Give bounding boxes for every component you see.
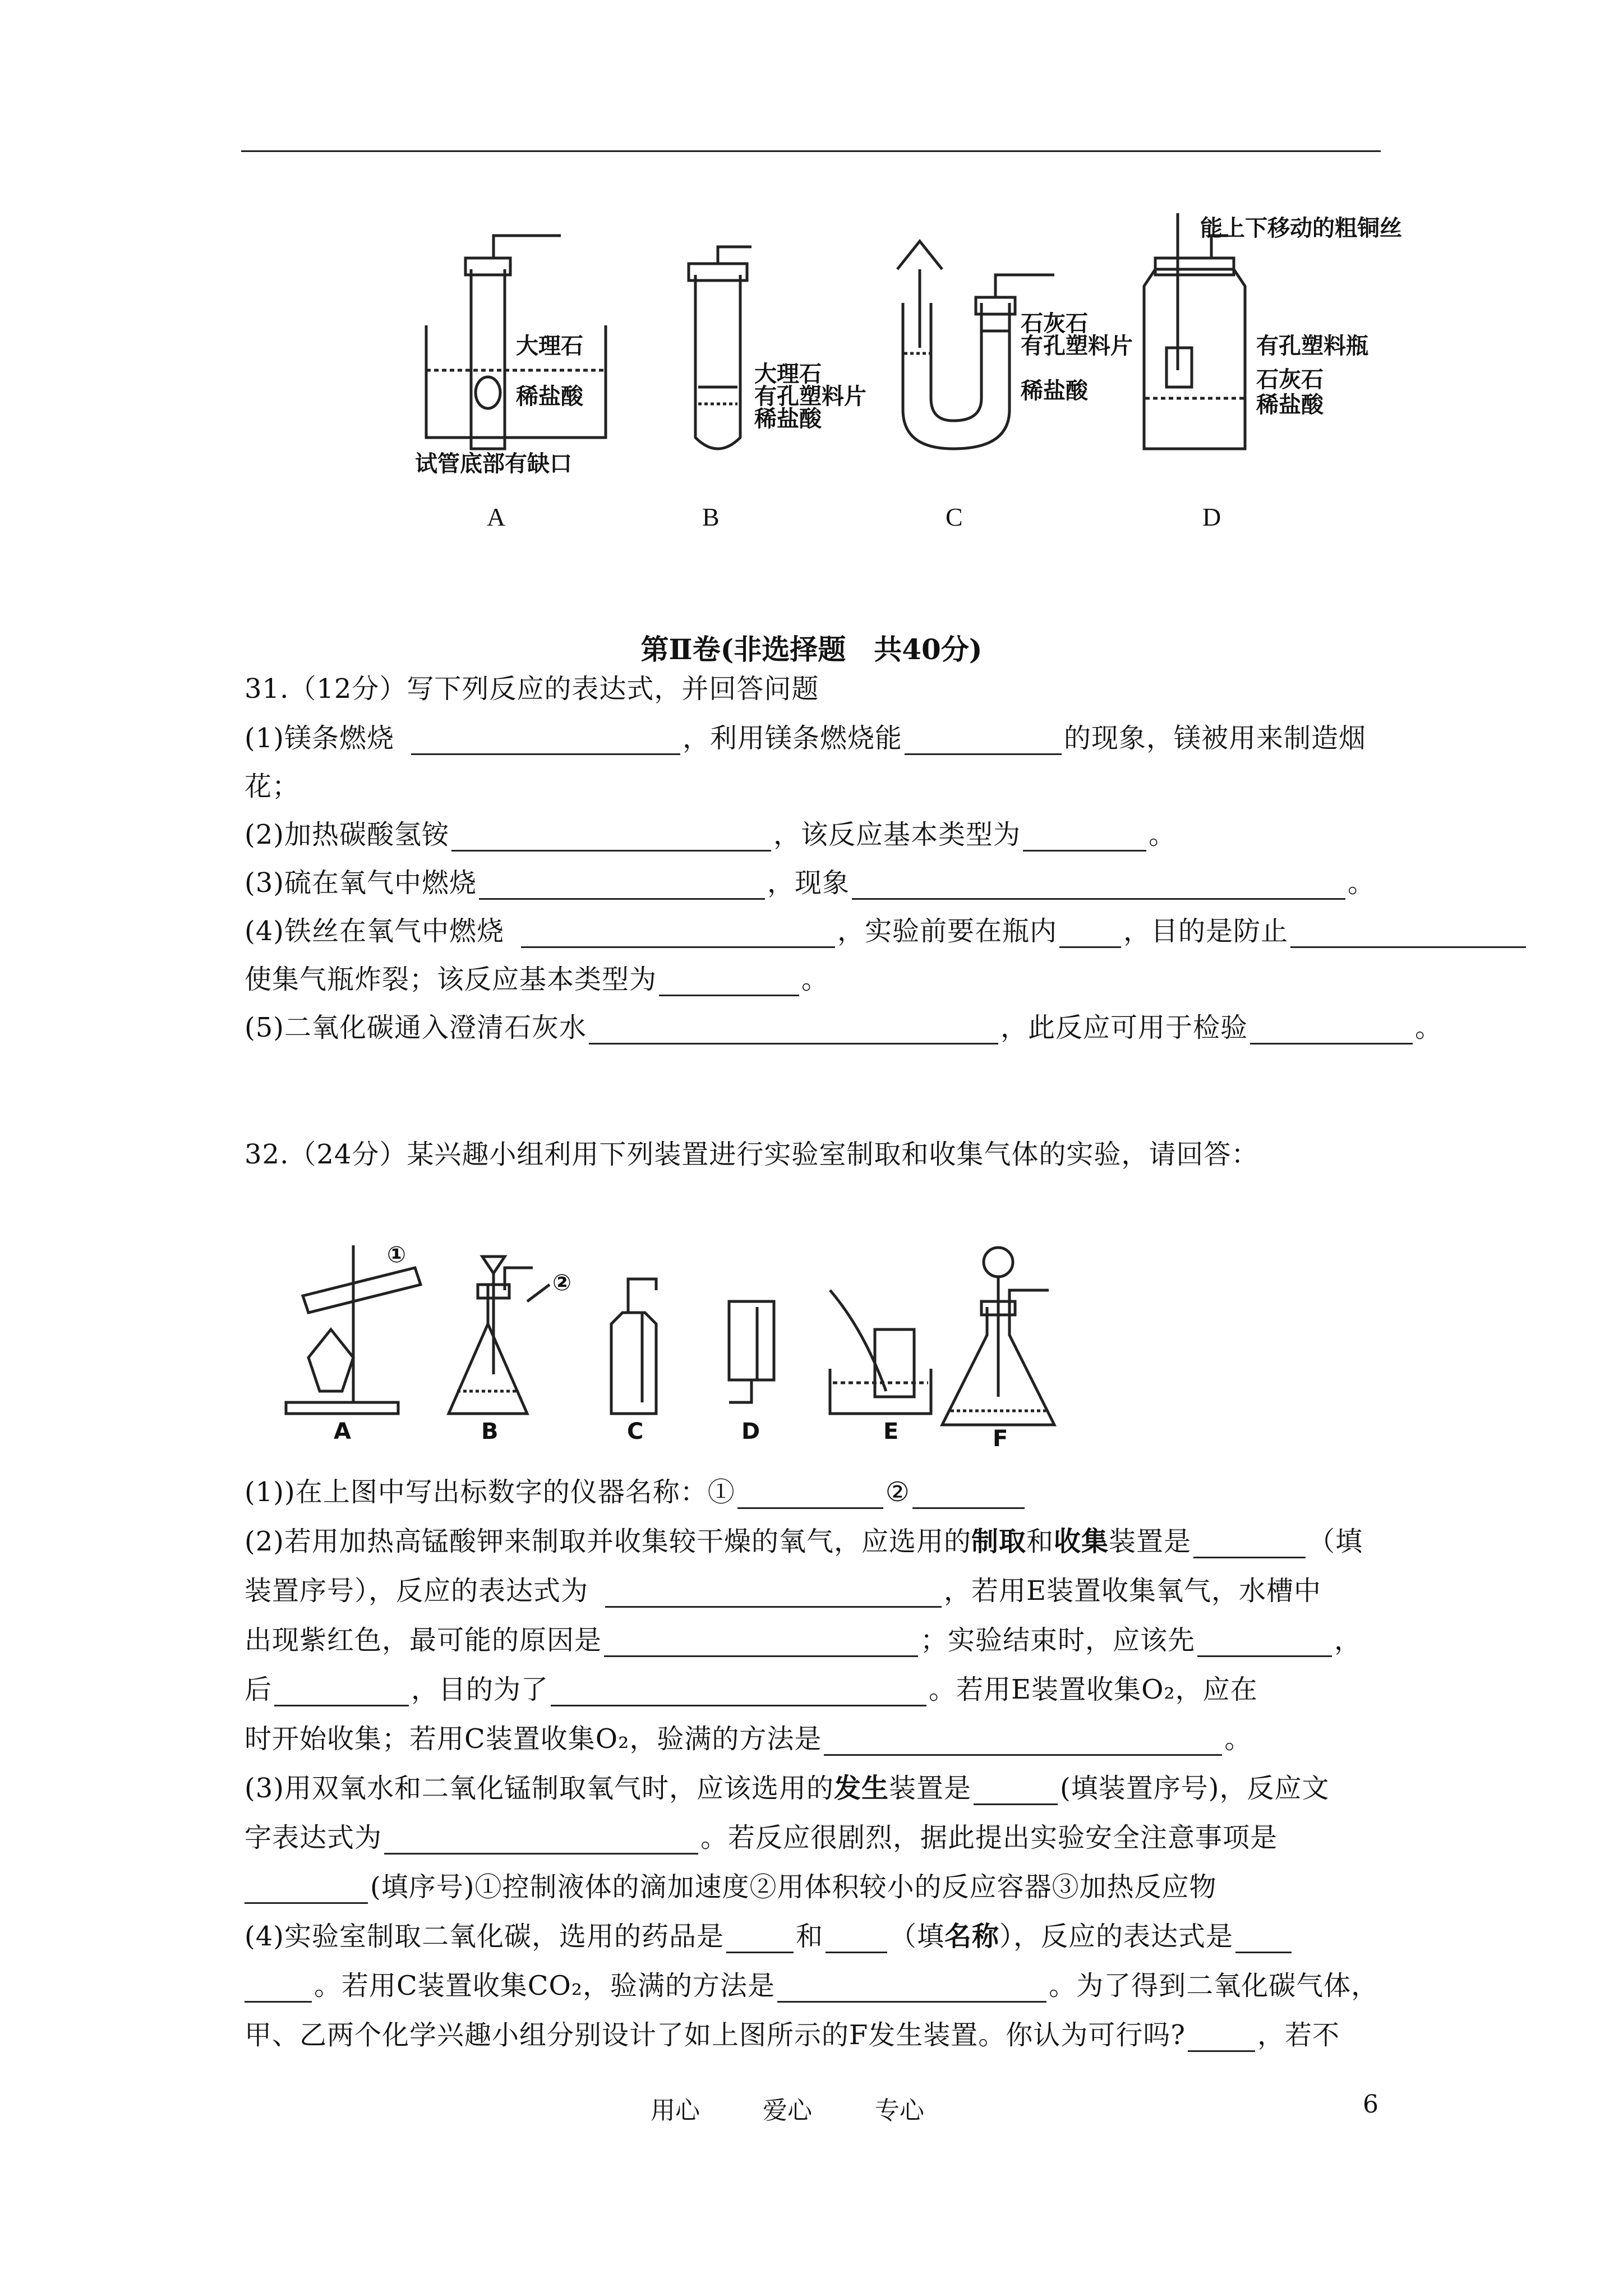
footer-motto-2: 爱心 [763, 2096, 812, 2125]
q31-head: 31.（12分）写下列反应的表达式，并回答问题 [245, 673, 819, 705]
answer-blank[interactable] [604, 1630, 918, 1657]
q31-p4c: ，目的是防止 [1123, 915, 1289, 947]
q32-l1b: ② [885, 1476, 910, 1508]
q32-l7d: (填装置序号)，反应文 [1060, 1773, 1330, 1804]
q32-head: 32.（24分）某兴趣小组利用下列装置进行实验室制取和收集气体的实验，请回答： [245, 1139, 1259, 1170]
q32-l12a: 甲、乙两个化学兴趣小组分别设计了如上图所示的F发生装置。你认为可行吗? [245, 2019, 1186, 2051]
apparatus-label-a: A [334, 1419, 351, 1444]
answer-blank[interactable] [384, 1827, 698, 1855]
label-a-acid: 稀盐酸 [516, 384, 583, 409]
q32-line5 [245, 1673, 1258, 1706]
apparatus-label-e: E [883, 1419, 899, 1444]
answer-blank[interactable] [905, 728, 1062, 755]
q31-p5b: ，此反应可用于检验 [1000, 1012, 1248, 1043]
q32-l11b: 。为了得到二氧化碳气体， [1049, 1970, 1379, 2001]
answer-blank[interactable] [737, 1481, 883, 1509]
q31-part2 [245, 818, 1176, 852]
q31-part4-cont [245, 963, 829, 996]
q32-l9a: (填序号)①控制液体的滴加速度②用体积较小的反应容器③加热反应物 [370, 1871, 1217, 1903]
label-d-acid: 稀盐酸 [1256, 392, 1324, 418]
q32-part1 [245, 1475, 1027, 1509]
label-b-acid: 稀盐酸 [754, 406, 822, 432]
q32-line4 [245, 1623, 1362, 1657]
answer-blank[interactable] [605, 1580, 942, 1608]
q32-l5c: 。若用E装置收集O₂，应在 [929, 1674, 1258, 1705]
answer-blank[interactable] [274, 1679, 409, 1706]
answer-blank[interactable] [1197, 1630, 1332, 1657]
q31-p3b: ，现象 [767, 867, 850, 899]
answer-blank[interactable] [824, 1728, 1222, 1756]
q32-l2c: 和 [1026, 1526, 1054, 1557]
label-c-acid: 稀盐酸 [1021, 378, 1088, 404]
q31-p3c: 。 [1348, 867, 1376, 899]
page-number: 6 [1363, 2090, 1378, 2119]
caption-c: C [946, 503, 963, 531]
q32-l2d: 收集 [1054, 1526, 1109, 1557]
q31-p1d: 花； [245, 771, 300, 802]
answer-blank[interactable] [551, 1679, 926, 1706]
q32-l5b: ，目的为了 [411, 1674, 549, 1705]
apparatus-label-f: F [993, 1426, 1008, 1447]
q31-p5c: 。 [1415, 1012, 1443, 1043]
q31-p2a: (2)加热碳酸氢铵 [245, 819, 449, 850]
figure-co2-apparatus [415, 213, 1514, 482]
q32-line8 [245, 1821, 1278, 1855]
q32-l7c: 装置是 [889, 1773, 972, 1804]
q32-l11a: 。若用C装置收集CO₂，验满的方法是 [314, 1970, 776, 2001]
answer-blank[interactable] [245, 1876, 368, 1904]
q32-line6 [245, 1722, 1252, 1756]
figure-gas-apparatus [269, 1189, 1144, 1447]
q32-line12 [245, 2018, 1340, 2052]
q32-l7a: (3)用双氧水和二氧化锰制取氧气时，应该选用的 [245, 1773, 834, 1804]
q32-l1a: (1))在上图中写出标数字的仪器名称：① [245, 1476, 735, 1508]
q31-part5 [245, 1011, 1442, 1045]
label-d-wire: 能上下移动的粗铜丝 [1200, 215, 1402, 241]
q32-l10d: 名称 [944, 1921, 1000, 1952]
q32-l4a: 出现紫红色，最可能的原因是 [245, 1625, 602, 1656]
q32-l10a: (4)实验室制取二氧化碳，选用的药品是 [245, 1921, 724, 1952]
header-rule [241, 150, 1381, 152]
marker-1: ① [387, 1242, 406, 1268]
answer-blank[interactable] [1193, 1531, 1306, 1558]
answer-blank[interactable] [974, 1778, 1058, 1805]
q32-part3 [245, 1772, 1330, 1805]
q32-l2a: (2)若用加热高锰酸钾来制取并收集较干燥的氧气，应选用的 [245, 1526, 971, 1557]
caption-b: B [702, 503, 720, 531]
q32-l2b: 制取 [971, 1526, 1027, 1557]
q32-l4c: ， [1334, 1625, 1362, 1656]
label-b-plastic: 有孔塑料片 [754, 384, 866, 409]
answer-blank[interactable] [411, 728, 680, 755]
q32-line9 [245, 1870, 1216, 1904]
answer-blank[interactable] [726, 1926, 794, 1953]
label-a-marble: 大理石 [516, 333, 583, 359]
apparatus-label-b: B [481, 1419, 499, 1444]
answer-blank[interactable] [659, 969, 799, 996]
apparatus-label-d: D [741, 1419, 760, 1444]
q32-l6b: 。 [1224, 1723, 1252, 1755]
answer-blank[interactable] [1250, 1017, 1413, 1045]
answer-blank[interactable] [852, 872, 1345, 900]
q31-part4 [245, 914, 1528, 948]
q31-p2c: 。 [1149, 819, 1177, 850]
marker-2: ② [552, 1270, 571, 1296]
label-b-marble: 大理石 [754, 361, 822, 387]
q32-l7b: 发生 [834, 1773, 889, 1804]
q31-p1c: 的现象，镁被用来制造烟 [1064, 723, 1367, 754]
q31-p1b: ，利用镁条燃烧能 [683, 723, 903, 754]
footer-motto-3: 专心 [875, 2096, 924, 2125]
answer-blank[interactable] [1235, 1926, 1292, 1953]
label-d-bottle: 有孔塑料瓶 [1256, 333, 1368, 359]
apparatus-drawing [415, 213, 1514, 482]
q31-p4e: 。 [801, 964, 829, 995]
q32-l2f: （填 [1308, 1526, 1363, 1557]
answer-blank[interactable] [451, 824, 771, 852]
q32-l5a: 后 [245, 1674, 273, 1705]
answer-blank[interactable] [1290, 921, 1526, 948]
label-c-limestone: 石灰石 [1021, 311, 1088, 337]
q32-l3b: ，若用E装置收集氧气，水槽中 [944, 1575, 1322, 1607]
q32-l10c: （填 [889, 1921, 945, 1952]
answer-blank[interactable] [1188, 2024, 1255, 2052]
gas-apparatus-drawing [269, 1189, 1144, 1447]
q31-p4a: (4)铁丝在氧气中燃烧 [245, 915, 504, 947]
caption-d: D [1202, 503, 1221, 531]
q32-line3 [245, 1574, 1321, 1608]
q31-p4b: ，实验前要在瓶内 [837, 915, 1058, 947]
q31-p2b: ，该反应基本类型为 [773, 819, 1021, 850]
q32-l10e: ），反应的表达式是 [999, 1921, 1234, 1952]
q31-part3 [245, 866, 1375, 900]
q32-l3a: 装置序号），反应的表达式为 [245, 1575, 589, 1607]
label-a-note: 试管底部有缺口 [415, 451, 572, 477]
q32-line11 [245, 1969, 1378, 2003]
q32-l10b: 和 [796, 1921, 824, 1952]
answer-blank[interactable] [1023, 824, 1146, 852]
q31-p5a: (5)二氧化碳通入澄清石灰水 [245, 1012, 587, 1043]
caption-a: A [487, 503, 506, 531]
q32-part4 [245, 1920, 1294, 1953]
q32-l2e: 装置是 [1109, 1526, 1192, 1557]
q32-part2 [245, 1525, 1363, 1558]
answer-blank[interactable] [912, 1481, 1025, 1509]
q31-part1 [245, 721, 1366, 755]
apparatus-label-c: C [627, 1419, 644, 1444]
q32-l8a: 字表达式为 [245, 1822, 382, 1853]
answer-blank[interactable] [826, 1926, 887, 1953]
q31-p4d: 使集气瓶炸裂；该反应基本类型为 [245, 964, 657, 995]
label-d-limestone: 石灰石 [1256, 367, 1324, 393]
answer-blank[interactable] [521, 921, 835, 948]
section-title: 第Ⅱ卷(非选择题 共40分) [640, 633, 983, 666]
q32-l8b: 。若反应很剧烈，据此提出实验安全注意事项是 [700, 1822, 1278, 1853]
answer-blank[interactable] [479, 872, 765, 900]
answer-blank[interactable] [589, 1017, 998, 1045]
label-c-plastic: 有孔塑料片 [1021, 333, 1133, 359]
answer-blank[interactable] [245, 1975, 312, 2003]
footer-motto-1: 用心 [651, 2096, 700, 2125]
answer-blank[interactable] [1059, 921, 1121, 948]
q31-p3a: (3)硫在氧气中燃烧 [245, 867, 477, 899]
answer-blank[interactable] [777, 1975, 1046, 2003]
q32-l4b: ；实验结束时，应该先 [920, 1625, 1196, 1656]
q32-l12b: ，若不 [1257, 2019, 1340, 2051]
q32-l6a: 时开始收集；若用C装置收集O₂，验满的方法是 [245, 1723, 822, 1755]
q31-p1a: (1)镁条燃烧 [245, 723, 394, 754]
